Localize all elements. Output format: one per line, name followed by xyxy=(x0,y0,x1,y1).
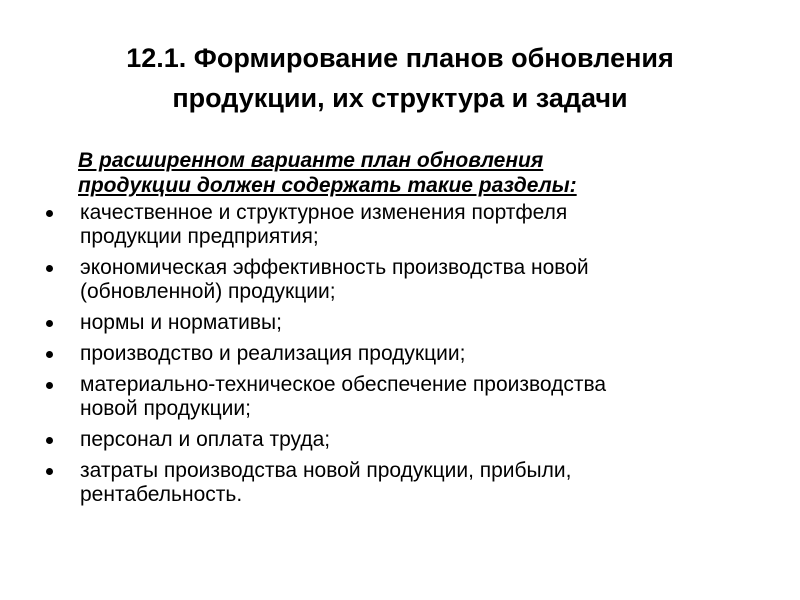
list-item xyxy=(0,428,760,452)
list-item-line: материально-техническое обеспечение производства xyxy=(80,373,607,396)
intro-line-2: продукции должен содержать такие разделы: xyxy=(78,174,577,197)
list-item-line: производство и реализация продукции; xyxy=(80,342,466,365)
list-item xyxy=(0,459,760,507)
list-item-line: рентабельность. xyxy=(80,483,243,506)
bullet-icon xyxy=(46,351,53,358)
slide-title-line-1: 12.1. Формирование планов обновления xyxy=(126,43,674,73)
list-item-line: качественное и структурное изменения портфеля xyxy=(80,201,568,224)
bullet-icon xyxy=(46,468,53,475)
list-item xyxy=(0,256,760,304)
intro-heading xyxy=(78,148,728,198)
list-item-line: нормы и нормативы; xyxy=(80,311,282,334)
bullet-icon xyxy=(46,265,53,272)
bullet-icon xyxy=(46,382,53,389)
slide-content xyxy=(0,148,800,514)
list-item-line: новой продукции; xyxy=(80,397,251,420)
slide-title-line-2: продукции, их структура и задачи xyxy=(172,83,628,113)
list-item-line: персонал и оплата труда; xyxy=(80,428,331,451)
list-item-line: продукции предприятия; xyxy=(80,225,319,248)
slide-title xyxy=(40,38,760,118)
bullet-icon xyxy=(46,210,53,217)
list-item xyxy=(0,342,760,366)
list-item xyxy=(0,311,760,335)
list-item-line: затраты производства новой продукции, прибыли, xyxy=(80,459,572,482)
bullet-icon xyxy=(46,437,53,444)
bullet-icon xyxy=(46,320,53,327)
intro-line-1: В расширенном варианте план обновления xyxy=(78,149,544,172)
list-item-line: экономическая эффективность производства новой xyxy=(80,256,589,279)
list-item xyxy=(0,201,760,249)
list-item-line: (обновленной) продукции; xyxy=(80,280,336,303)
list-item xyxy=(0,373,760,421)
sections-list xyxy=(0,201,800,507)
